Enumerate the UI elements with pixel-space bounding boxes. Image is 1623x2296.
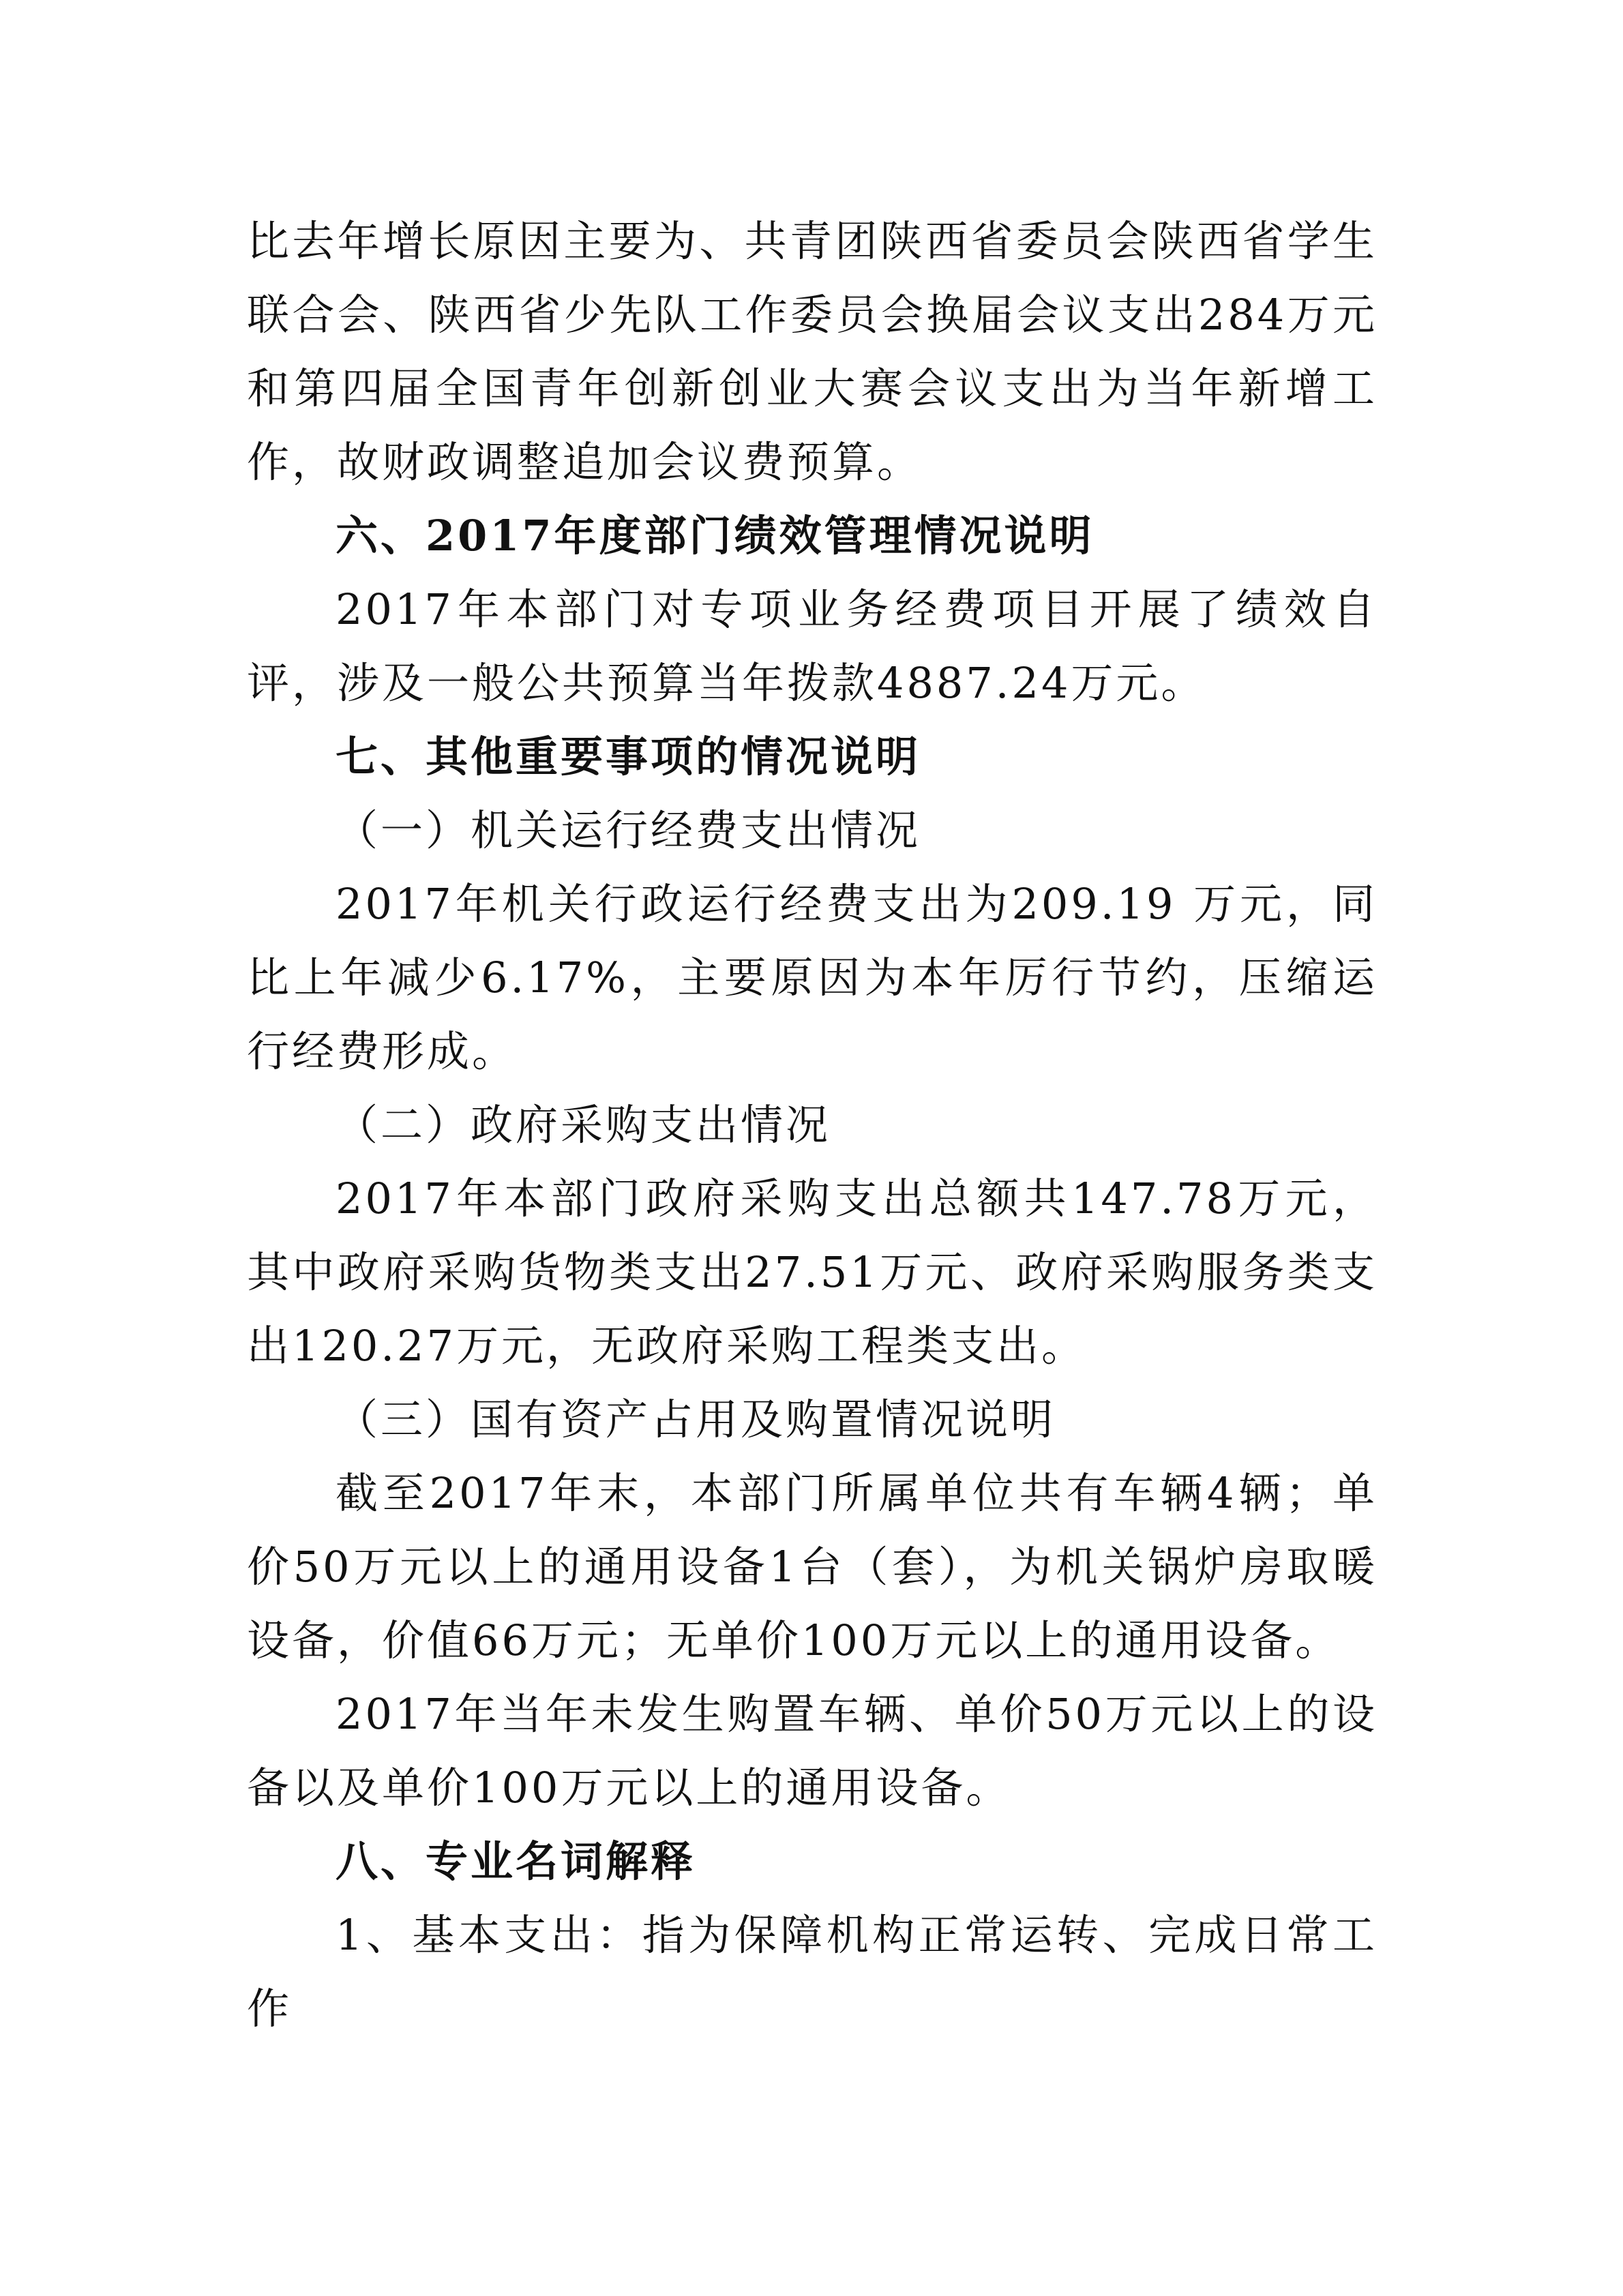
paragraph-continued: 比去年增长原因主要为、共青团陕西省委员会陕西省学生联合会、陕西省少先队工作委员会换届会议支出284万元和第四届全国青年创新创业大赛会议支出为当年新增工作，故财政调整追加会议费预算。 (247, 216, 1378, 487)
paragraph-operating-expense: 2017年机关行政运行经费支出为209.19 万元，同比上年减少6.17%，主要原因为本年厉行节约，压缩运行经费形成。 (247, 879, 1378, 1076)
paragraph-assets: 截至2017年末，本部门所属单位共有车辆4辆；单价50万元以上的通用设备1台（套），为机关锅炉房取暖设备，价值66万元；无单价100万元以上的通用设备。 (247, 1468, 1378, 1665)
subsection-heading-1: （一）机关运行经费支出情况 (336, 805, 921, 855)
subsection-heading-3: （三）国有资产占用及购置情况说明 (336, 1395, 1056, 1444)
section-heading-6: 六、2017年度部门绩效管理情况说明 (336, 511, 1095, 561)
subsection-heading-2: （二）政府采购支出情况 (336, 1100, 831, 1150)
paragraph-procurement: 2017年本部门政府采购支出总额共147.78万元，其中政府采购货物类支出27.51万元、政府采购服务类支出120.27万元，无政府采购工程类支出。 (247, 1174, 1378, 1371)
paragraph-performance: 2017年本部门对专项业务经费项目开展了绩效自评，涉及一般公共预算当年拨款4887.24万元。 (247, 584, 1378, 708)
section-heading-8: 八、专业名词解释 (336, 1836, 696, 1886)
section-heading-7: 七、其他重要事项的情况说明 (336, 732, 921, 781)
document-body (247, 205, 1378, 2046)
paragraph-purchases: 2017年当年未发生购置车辆、单价50万元以上的设备以及单价100万元以上的通用设备。 (247, 1689, 1378, 1813)
paragraph-term-basic-expense: 1、基本支出：指为保障机构正常运转、完成日常工作 (247, 1910, 1378, 2033)
